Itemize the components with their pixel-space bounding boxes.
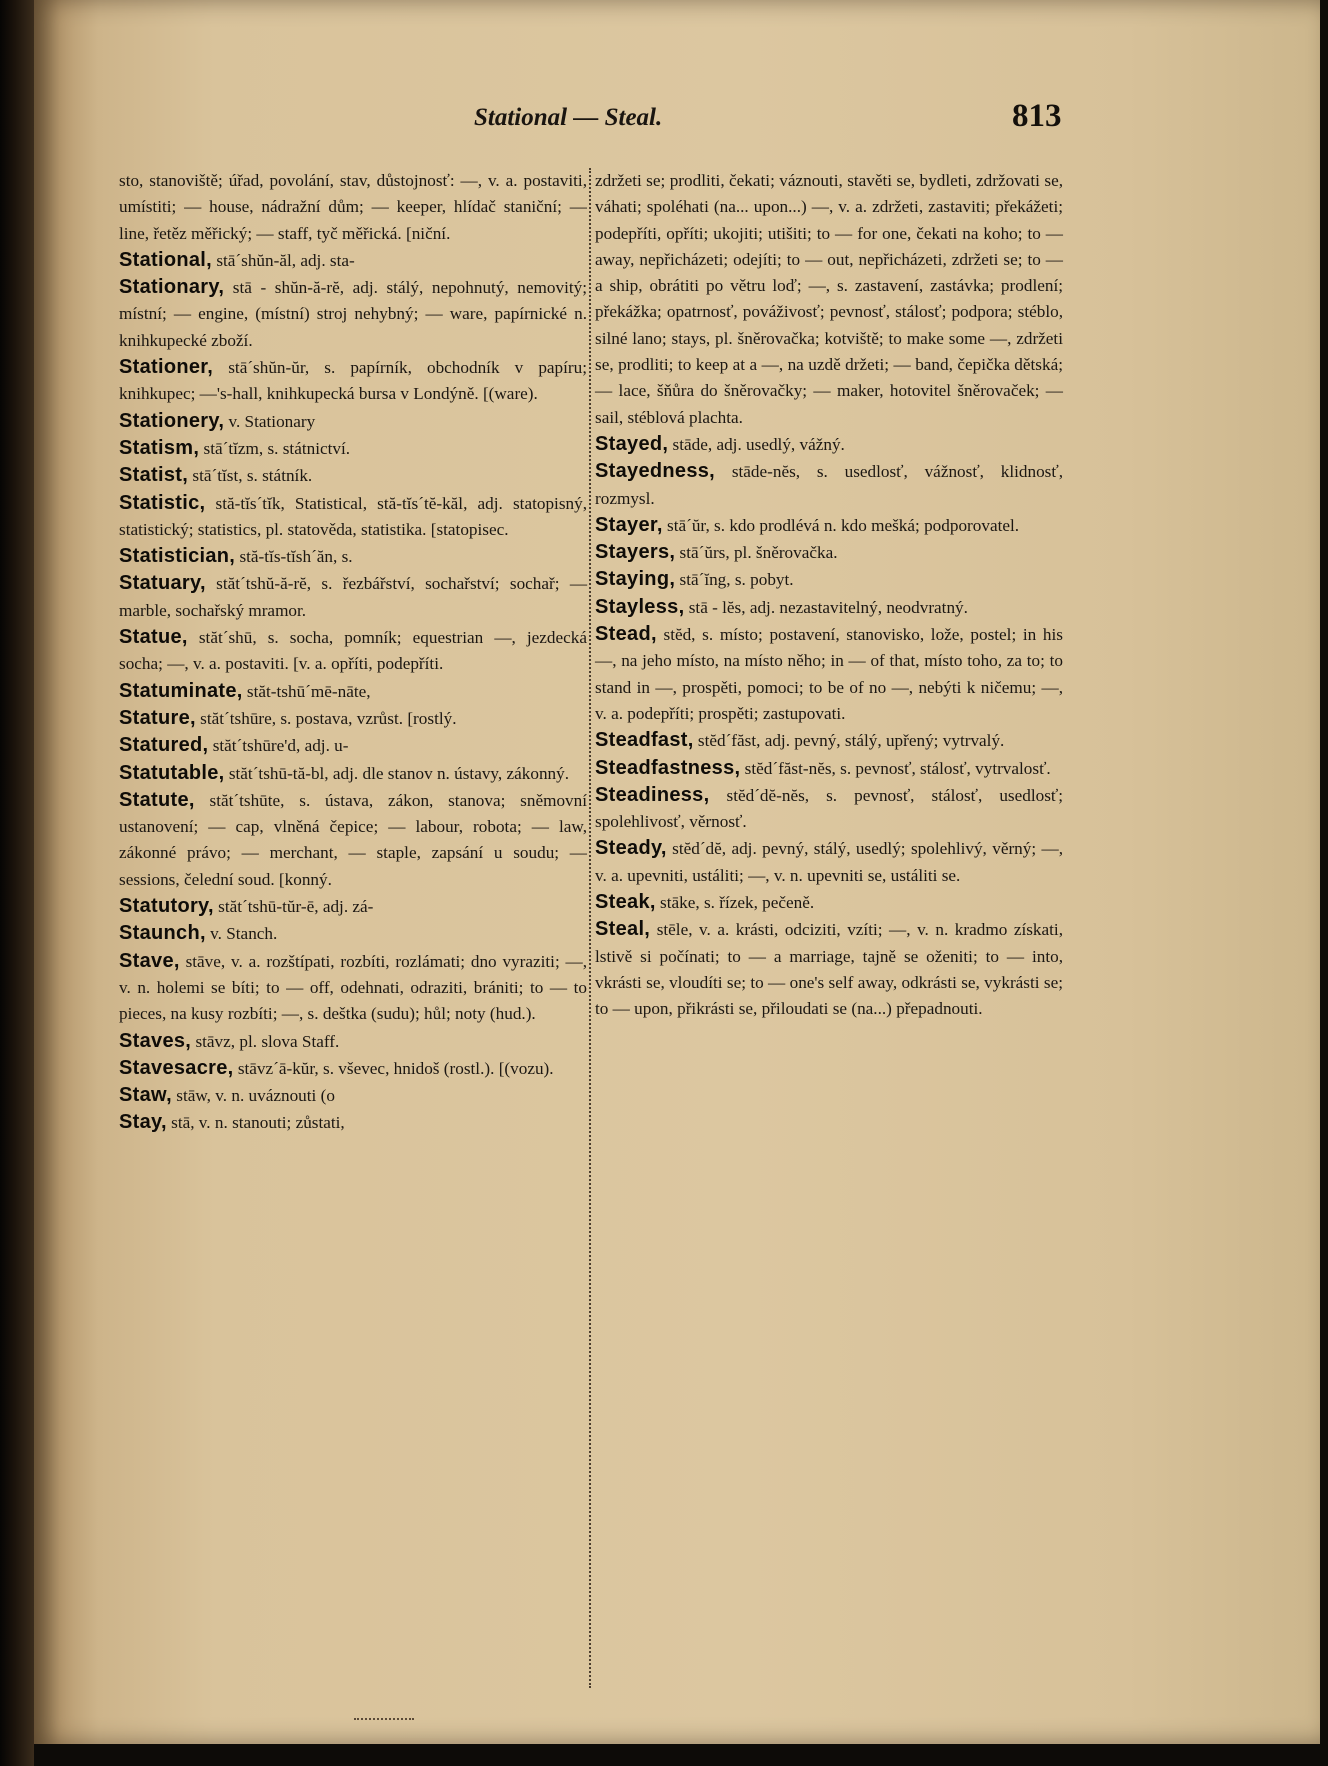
dictionary-entry <box>595 835 1063 889</box>
dictionary-entry <box>119 168 587 247</box>
entry-definition: stĕd´făst, adj. pevný, stálý, upřený; vytrvalý. <box>697 731 1005 751</box>
dictionary-page <box>34 0 1320 1744</box>
entry-definition: stăt´tshūre'd, adj. u- <box>212 736 349 756</box>
entry-definition: stăt´tshūte, s. ústava, zákon, stanova; sněmovní ustanovení; — cap, vlněná čepice; — labour, robota; — law, zákonné právo; — merchant, — staple, zapsání u soudu; — sessions, čelední soud. [konný. <box>119 790 587 889</box>
entry-headword: Staves, <box>119 1029 192 1052</box>
entry-headword: Stationery, <box>119 409 225 432</box>
dictionary-entry <box>119 570 587 624</box>
entry-headword: Stationer, <box>119 356 214 379</box>
dictionary-entry <box>595 594 1063 621</box>
entry-definition: stā, v. n. stanouti; zůstati, <box>171 1113 345 1133</box>
entry-definition: stăt´tshūre, s. postava, vzrůst. [rostlý. <box>200 708 457 728</box>
dictionary-entry <box>119 1055 587 1082</box>
right-column <box>595 168 1063 1023</box>
entry-headword: Stayers, <box>595 541 676 564</box>
entry-definition: stāke, s. řízek, pečeně. <box>660 893 815 913</box>
entry-definition: stā´tĭzm, s. státnictví. <box>203 438 351 458</box>
entry-definition: stăt´shū, s. socha, pomník; equestrian —, jezdecká socha; —, v. a. postaviti. [v. a. opříti, podepříti. <box>119 628 587 674</box>
entry-headword: Statistic, <box>119 491 206 514</box>
entry-definition: zdržeti se; prodliti, čekati; váznouti, stavěti se, bydleti, zdržovati se, váhati; spoléhati (na... upon...) —, v. a. zdržeti, zastaviti; překážeti; podepříti, opříti; ukojiti; utišiti; to — for one, čekati na koho; to — away, nepřicházeti; odejíti; to — out, nepřicházeti, zdržeti se; to — a ship, obrátiti po větru loď; —, s. zastavení, zastávka; prodlení; překážka; opatrnosť, pováživosť; pevnosť, stálosť; podpora; stéblo, silné lano; stays, pl. šněrovačka; kotviště; to make some —, zdržeti se, prodliti; to keep at a —, na uzdě držeti; — band, čepička dětská; — lace, šňůra do šněrovačky; — maker, hotovitel šněrovaček; — sail, stéblová plachta. <box>595 171 1063 427</box>
entry-headword: Stature, <box>119 706 196 729</box>
dictionary-entry <box>119 760 587 787</box>
dictionary-entry <box>119 490 587 544</box>
entry-headword: Statue, <box>119 626 188 649</box>
entry-definition: stăt´tshū-tŭr-ē, adj. zá- <box>218 897 374 917</box>
dictionary-entry <box>119 1109 587 1136</box>
entry-headword: Stay, <box>119 1111 167 1134</box>
entry-definition: stăt-tshū´mē-nāte, <box>246 681 371 701</box>
left-column <box>119 168 587 1137</box>
entry-headword: Steal, <box>595 918 651 941</box>
entry-definition: stā´shŭn-ăl, adj. sta- <box>216 250 355 270</box>
entry-headword: Steadfastness, <box>595 756 741 779</box>
entry-definition: stā´ĭng, s. pobyt. <box>679 570 794 590</box>
book-spine-shadow <box>0 0 34 1766</box>
entry-definition: stĕd, s. místo; postavení, stanovisko, lože, postel; in his —, na jeho místo, na místo něho; in — of that, místo toho, za to; to stand in —, prospěti, pomoci; to be of no —, nebýti k ničemu; —, v. a. podepříti; prospěti; zastupovati. <box>595 625 1063 723</box>
dictionary-entry <box>119 920 587 947</box>
entry-definition: stāde, adj. usedlý, vážný. <box>672 434 845 454</box>
dictionary-entry <box>119 948 587 1028</box>
entry-headword: Statuary, <box>119 572 206 595</box>
entry-headword: Statistician, <box>119 545 236 568</box>
entry-headword: Statuminate, <box>119 679 243 702</box>
entry-definition: stā´shŭn-ŭr, s. papírník, obchodník v papíru; knihkupec; —'s-hall, knihkupecká bursa v Londýně. [(ware). <box>119 358 587 404</box>
dictionary-entry <box>595 539 1063 566</box>
entry-definition: stāvz´ā-kŭr, s. vševec, hnidoš (rostl.). [(vozu). <box>237 1058 554 1078</box>
entry-headword: Statute, <box>119 788 195 811</box>
entry-definition: stă-tĭs´tĭk, Statistical, stă-tĭs´tĕ-kăl, adj. statopisný, statistický; statistics, pl. statověda, statistika. [statopisec. <box>119 493 587 539</box>
dictionary-entry <box>119 462 587 489</box>
dictionary-entry <box>119 274 587 354</box>
entry-headword: Staying, <box>595 568 676 591</box>
dictionary-entry <box>595 168 1063 431</box>
entry-headword: Statutable, <box>119 761 225 784</box>
entry-definition: stā´tĭst, s. státník. <box>192 466 313 486</box>
entry-definition: stăt´tshū-tă-bl, adj. dle stanov n. ústavy, zákonný. <box>228 763 570 783</box>
dictionary-entry <box>119 787 587 893</box>
entry-definition: stā´ŭr, s. kdo prodlévá n. kdo mešká; podporovatel. <box>667 515 1020 535</box>
entry-definition: stăt´tshŭ-ă-rĕ, s. řezbářství, sochařství; sochař; — marble, sochařský mramor. <box>119 574 588 620</box>
page-header <box>34 96 1320 146</box>
dictionary-entry <box>119 678 587 705</box>
dictionary-entry <box>595 889 1063 916</box>
entry-headword: Stayer, <box>595 513 663 536</box>
dictionary-entry <box>119 543 587 570</box>
entry-definition: v. Stanch. <box>210 924 278 944</box>
entry-headword: Stead, <box>595 623 657 646</box>
entry-definition: stāw, v. n. uváznouti (o <box>176 1086 335 1106</box>
entry-definition: stĕd´dĕ, adj. pevný, stálý, usedlý; spolehlivý, věrný; —, v. a. upevniti, ustáliti; —, v. n. upevniti se, ustáliti se. <box>595 839 1063 885</box>
entry-headword: Steak, <box>595 891 656 914</box>
entry-headword: Steadiness, <box>595 783 710 806</box>
dictionary-entry <box>595 727 1063 754</box>
dictionary-entry <box>595 621 1063 727</box>
entry-definition: stāve, v. a. rozštípati, rozbíti, rozlámati; dno vyraziti; —, v. n. holemi se bíti; to — off, odehnati, odraziti, brániti; to — to pieces, na kusy rozbíti; —, s. deštka (sudu); hůl; noty (hud.). <box>119 951 588 1024</box>
entry-definition: stāde-nĕs, s. usedlosť, vážnosť, klidnosť, rozmysl. <box>595 462 1063 508</box>
entry-definition: stā´ŭrs, pl. šněrovačka. <box>679 543 838 563</box>
dictionary-entry <box>119 732 587 759</box>
entry-headword: Statutory, <box>119 895 214 918</box>
entry-definition: stēle, v. a. krásti, odciziti, vzíti; —, v. n. kradmo získati, lstivě si počínati; to — a marriage, tajně se oženiti; to — into, vkrásti se, vloudíti se; to — one's self away, odkrásti se, vykrásti se; to — upon, přikrásti se, přiloudati se (na...) přepadnouti. <box>595 920 1063 1019</box>
dictionary-entry <box>595 755 1063 782</box>
entry-headword: Steady, <box>595 837 667 860</box>
entry-headword: Staunch, <box>119 922 206 945</box>
dictionary-entry <box>595 431 1063 458</box>
dictionary-entry <box>119 408 587 435</box>
column-divider <box>589 168 591 1688</box>
entry-headword: Steadfast, <box>595 729 694 752</box>
dictionary-entry <box>595 458 1063 512</box>
entry-headword: Stave, <box>119 949 180 972</box>
dictionary-entry <box>119 624 587 678</box>
dictionary-entry <box>119 705 587 732</box>
entry-headword: Stayed, <box>595 432 669 455</box>
dictionary-entry <box>595 512 1063 539</box>
bottom-dotted-mark <box>354 1718 414 1722</box>
dictionary-entry <box>119 435 587 462</box>
dictionary-entry <box>595 782 1063 836</box>
dictionary-entry <box>595 916 1063 1022</box>
running-head: Stational — Steal. <box>474 104 663 131</box>
entry-headword: Stational, <box>119 248 213 271</box>
entry-headword: Staw, <box>119 1084 172 1107</box>
entry-definition: sto, stanoviště; úřad, povolání, stav, důstojnosť: —, v. a. postaviti, umístiti; — house, nádražní dům; — keeper, hlídač staniční; — line, řetěz měřický; — staff, tyč měřická. [niční. <box>119 171 587 243</box>
dictionary-entry <box>119 247 587 274</box>
entry-headword: Statist, <box>119 464 189 487</box>
entry-definition: v. Stationary <box>228 411 316 431</box>
dictionary-entry <box>595 566 1063 593</box>
entry-definition: stā - shŭn-ă-rĕ, adj. stálý, nepohnutý, nemovitý; místní; — engine, (místní) stroj nehybný; — ware, papírnické n. knihkupecké zboží. <box>119 278 588 350</box>
entry-headword: Statured, <box>119 734 209 757</box>
entry-definition: stā - lĕs, adj. nezastavitelný, neodvratný. <box>688 597 968 617</box>
dictionary-entry <box>119 893 587 920</box>
entry-definition: stĕd´făst-nĕs, s. pevnosť, stálosť, vytrvalosť. <box>744 758 1051 778</box>
entry-headword: Statism, <box>119 436 200 459</box>
entry-headword: Stavesacre, <box>119 1056 234 1079</box>
entry-definition: stă-tĭs-tĭsh´ăn, s. <box>239 547 353 567</box>
dictionary-entry <box>119 354 587 408</box>
entry-definition: stāvz, pl. slova Staff. <box>195 1031 340 1051</box>
page-number: 813 <box>1012 98 1062 134</box>
dictionary-entry <box>119 1082 587 1109</box>
entry-headword: Stayedness, <box>595 460 716 483</box>
dictionary-entry <box>119 1028 587 1055</box>
entry-headword: Stayless, <box>595 595 685 618</box>
entry-headword: Stationary, <box>119 276 225 299</box>
entry-definition: stĕd´dĕ-nĕs, s. pevnosť, stálosť, usedlosť; spolehlivosť, věrnosť. <box>595 785 1064 832</box>
